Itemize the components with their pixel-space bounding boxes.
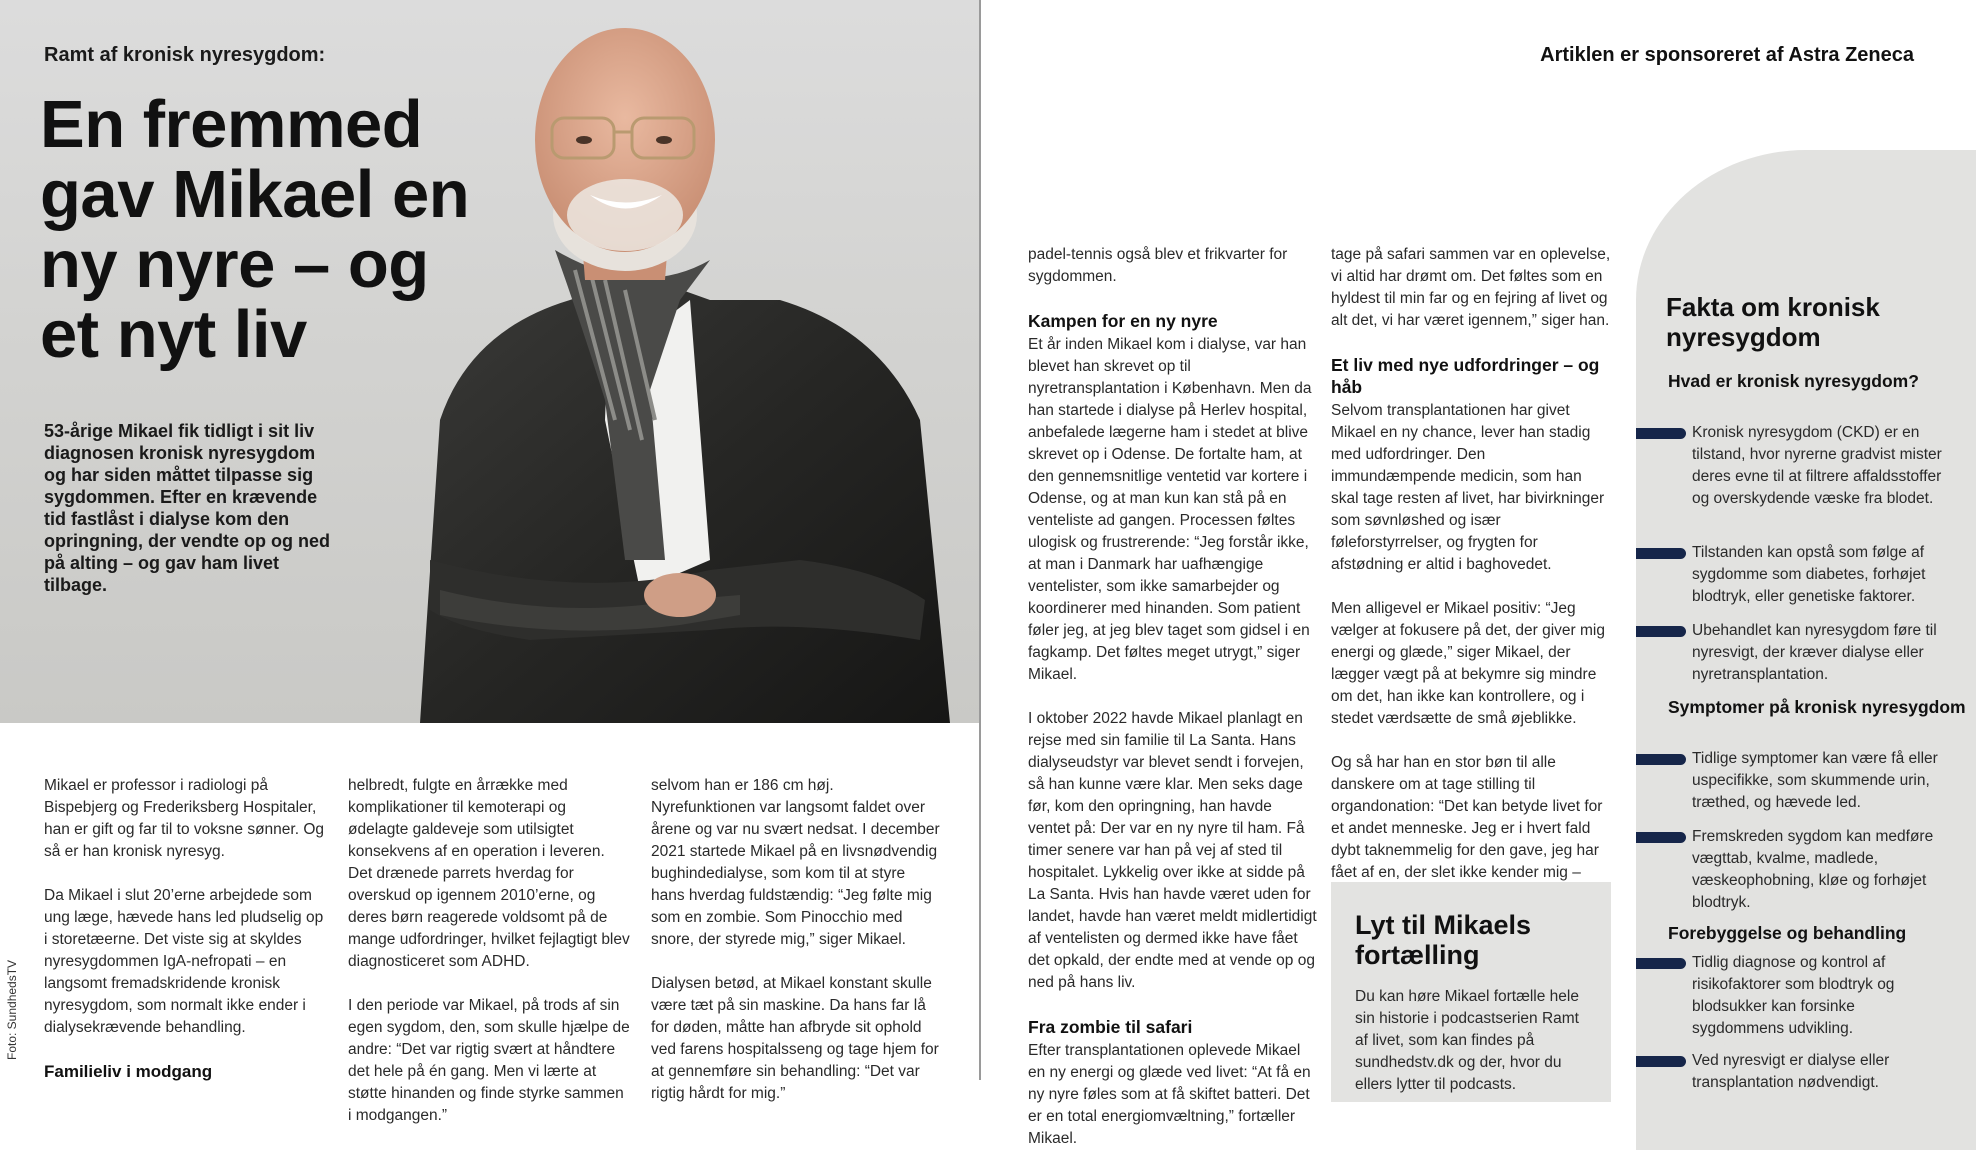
left-column-1 bbox=[44, 775, 324, 1087]
paragraph: Selvom transplantationen har givet Mikael en ny chance, lever han stadig med udfordringer. Den immundæmpende medicin, som han skal tage resten af livet, har bivirkninger som søvnløshed og især føleforstyrrelser, og frygten for afstødning er altid i baghovedet. bbox=[1331, 402, 1605, 573]
paragraph: Men alligevel er Mikael positiv: “Jeg vælger at fokusere på det, der giver mig energi og glæde,” siger Mikael, der lægger vægt på at bekymre sig mindre om det, han ikke kan kontrollere, og i stedet værdsætte de små øjeblikke. bbox=[1331, 600, 1605, 727]
paragraph: Et år inden Mikael kom i dialyse, var han blevet han skrevet op til nyretransplantation i København. Men da han startede i dialyse på Herlev hospital, anbefalede lægerne ham i stedet at blive skrevet op i Odense. De fortalte ham, at den gennemsnitlige ventetid var kortere i Odense, og at man kun kan stå på en venteliste ad gangen. Processen føltes ulogisk og frustrerende: “Jeg forstår ikke, at man i Danmark har uafhængige ventelister, som ikke samarbejder og koordinerer med hinanden. Som patient føler jeg, at jeg blev taget som gidsel i en fagkamp. Det føltes meget utrygt,” siger Mikael. bbox=[1028, 336, 1312, 683]
sponsor-note: Artiklen er sponsoreret af Astra Zeneca bbox=[1540, 44, 1914, 66]
facts-box bbox=[1636, 150, 1976, 1150]
paragraph: I den periode var Mikael, på trods af sin egen sygdom, den, som skulle hjælpe de andre: “Det var rigtig svært at håndtere det hele på én gang. Men vi lærte at støtte hinanden og finde styrke sammen i modgangen.” bbox=[348, 997, 630, 1124]
subheading: Et liv med nye udfordringer – og håb bbox=[1331, 355, 1600, 397]
paragraph: helbredt, fulgte en årrække med komplikationer til kemoterapi og ødelagte galdeveje som utilsigtet konsekvens af en operation i leveren. Det drænede parrets hverdag for overskud op igennem 2010’erne, og deres børn reagerede voldsomt på de mange udfordringer, hvilket fejlagtigt blev diagnosticeret som ADHD. bbox=[348, 777, 630, 970]
left-page bbox=[0, 0, 979, 1124]
paragraph: Dialysen betød, at Mikael konstant skulle være tæt på sin maskine. Da hans far lå for døden, måtte han afbryde sit ophold ved farens hospitalsseng og tage hjem for at gennemføre sin behandling: “Det var rigtig hårdt for mig.” bbox=[651, 975, 939, 1102]
fact-text: Ved nyresvigt er dialyse eller transplantation nødvendigt. bbox=[1692, 1052, 1890, 1091]
hero-photo bbox=[0, 0, 979, 723]
left-column-2 bbox=[348, 775, 630, 1149]
lead-paragraph: 53-årige Mikael fik tidligt i sit liv diagnosen kronisk nyresygdom og har siden måttet tilpasse sig sygdommen. Efter en krævende tid fastlåst i dialyse kom den opringning, der vendte op og ned på alting – og gav ham livet tilbage. bbox=[44, 421, 330, 595]
bullet-bar-icon bbox=[1636, 754, 1686, 765]
bullet-bar-icon bbox=[1636, 958, 1686, 969]
photo-credit: Foto: SundhedsTV bbox=[5, 959, 19, 1060]
headline: En fremmed gav Mikael en ny nyre – og et nyt liv bbox=[40, 87, 470, 372]
subheading: Familieliv i modgang bbox=[44, 1062, 213, 1081]
right-page bbox=[981, 0, 1966, 1147]
paragraph: Efter transplantationen oplevede Mikael en ny energi og glæde ved livet: “At få en ny nyre føles som at få skiftet batteri. Det er en total energiomvæltning,” fortæller Mikael. bbox=[1028, 1042, 1311, 1147]
right-column-2 bbox=[1331, 244, 1611, 928]
fact-text: Fremskreden sygdom kan medføre vægttab, kvalme, madlede, væskeophobning, kløe og forhøjet blodtryk. bbox=[1692, 828, 1934, 911]
subheading: Kampen for en ny nyre bbox=[1028, 311, 1218, 331]
bullet-bar-icon bbox=[1636, 548, 1686, 559]
bullet-bar-icon bbox=[1636, 428, 1686, 439]
paragraph: I oktober 2022 havde Mikael planlagt en rejse med sin familie til La Santa. Hans dialyseudstyr var blevet sendt i forvejen, så han kunne være klar. Men seks dage før, kom den opringning, han havde ventet på: Der var en ny nyre til ham. Få timer senere var han på vej af sted til hospitalet. Lykkelig over ikke at sidde på La Santa. Hvis han havde været uden for landet, havde han været meldt midlertidigt af ventelisten og dermed ikke have fået det opkald, der endte med at vende op og ned på hans liv. bbox=[1028, 710, 1317, 991]
facts-heading-prevention: Forebyggelse og behandling bbox=[1668, 923, 1907, 943]
bullet-bar-icon bbox=[1636, 626, 1686, 637]
bullet-bar-icon bbox=[1636, 1056, 1686, 1067]
facts-title: Fakta om kronisk nyresygdom bbox=[1666, 292, 1880, 352]
subheading: Fra zombie til safari bbox=[1028, 1017, 1193, 1037]
paragraph: Da Mikael i slut 20’erne arbejdede som ung læge, hævede hans led pludselig op i storetæerne. Det viste sig at skyldes nyresygdommen IgA-nefropati – en langsomt fremadskridende kronisk nyresygdom, som normalt ikke ender i dialysekrævende behandling. bbox=[44, 887, 324, 1036]
paragraph: selvom han er 186 cm høj. Nyrefunktionen var langsomt faldet over årene og var nu svært nedsat. I december 2021 startede Mikael på en livsnødvendig bughindedialyse, som kom til at styre hans hverdag fuldstændig: “Jeg følte mig som en zombie. Som Pinocchio med snore, der styrede mig,” siger Mikael. bbox=[651, 777, 940, 948]
paragraph: tage på safari sammen var en oplevelse, vi altid har drømt om. Det føltes som en hyldest til min far og en fejring af livet og alt det, vi har været igennem,” siger han. bbox=[1331, 246, 1611, 329]
podcast-box bbox=[1331, 882, 1611, 1102]
kicker: Ramt af kronisk nyresygdom: bbox=[44, 44, 326, 66]
podcast-title: Lyt til Mikaels fortælling bbox=[1355, 910, 1532, 970]
podcast-text: Du kan høre Mikael fortælle hele sin historie i podcastserien Ramt af livet, som kan findes på sundhedstv.dk og der, hvor du ellers lytter til podcasts. bbox=[1355, 988, 1579, 1093]
facts-heading-what: Hvad er kronisk nyresygdom? bbox=[1668, 371, 1919, 391]
fact-text: Kronisk nyresygdom (CKD) er en tilstand, hvor nyrerne gradvist mister deres evne til at filtrere affaldsstoffer og overskydende væske fra blodet. bbox=[1692, 424, 1942, 507]
paragraph: padel-tennis også blev et frikvarter for sygdommen. bbox=[1028, 246, 1288, 285]
paragraph: Og så har han en stor bøn til alle danskere om at tage stilling til organdonation: “Det kan betyde livet for et andet menneske. Jeg er i hvert fald dybt taknemmelig for den gave, jeg har fået af en, der slet ikke kender mig – bbox=[1331, 754, 1603, 881]
bullet-bar-icon bbox=[1636, 832, 1686, 843]
fact-text: Tilstanden kan opstå som følge af sygdomme som diabetes, forhøjet blodtryk, eller genetiske faktorer. bbox=[1692, 544, 1926, 605]
left-column-3 bbox=[651, 775, 941, 1127]
right-column-1 bbox=[1028, 244, 1318, 1172]
fact-text: Ubehandlet kan nyresygdom føre til nyresvigt, der kræver dialyse eller nyretransplantation. bbox=[1692, 622, 1937, 683]
fact-text: Tidlige symptomer kan være få eller uspecifikke, som skummende urin, træthed, og hævede led. bbox=[1692, 750, 1938, 811]
facts-heading-symptoms: Symptomer på kronisk nyresygdom bbox=[1668, 697, 1966, 717]
fact-text: Tidlig diagnose og kontrol af risikofaktorer som blodtryk og blodsukker kan forsinke sygdommens udvikling. bbox=[1692, 954, 1895, 1037]
paragraph: Mikael er professor i radiologi på Bispebjerg og Frederiksberg Hospitaler, han er gift og far til to voksne sønner. Og så er han kronisk nyresyg. bbox=[44, 777, 325, 860]
